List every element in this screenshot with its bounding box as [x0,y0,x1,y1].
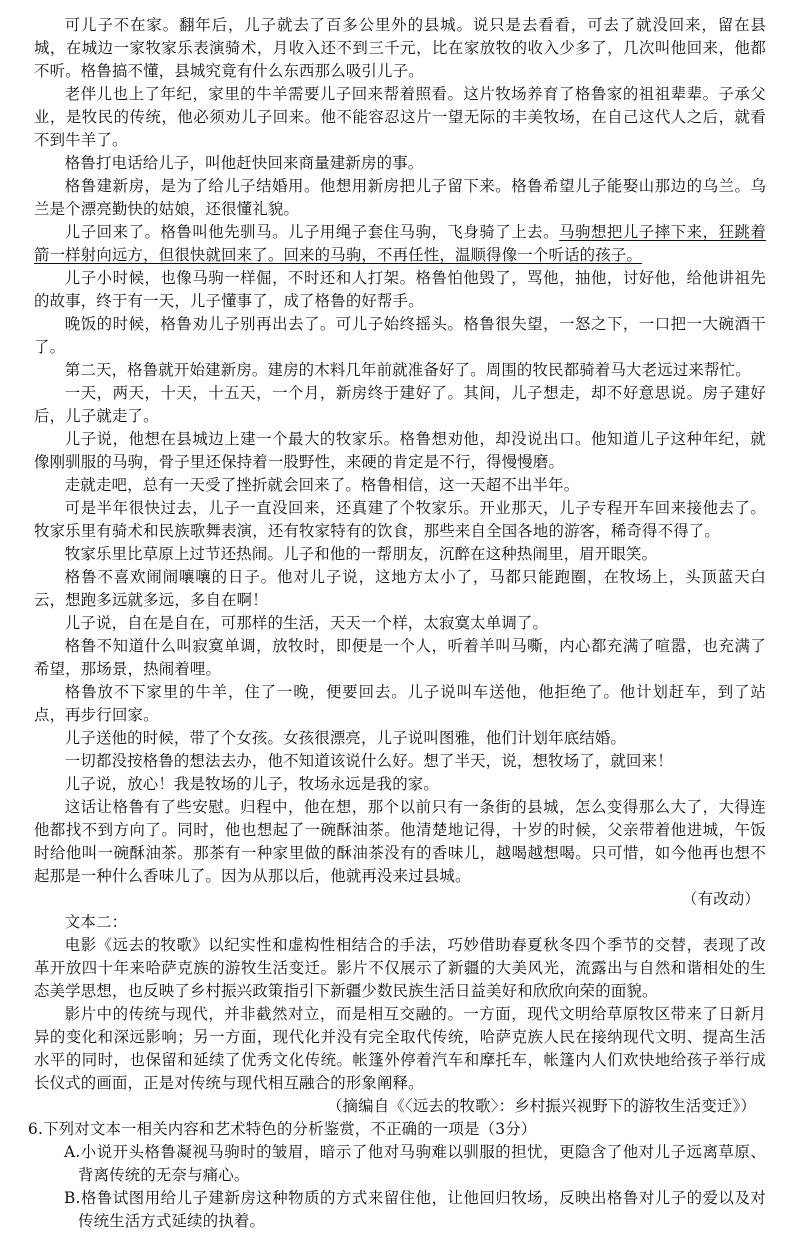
text2-paragraph: 影片中的传统与现代，并非截然对立，而是相互交融的。一方面，现代文明给草原牧区带来了日新月异的变化和深远影响；另一方面，现代化并没有完全取代传统，哈萨克族人民在接纳现代文明、提高生活水平的同时，也保留和延续了优秀文化传统。帐篷外停着汽车和摩托车，帐篷内人们欢快地给孩子举行成长仪式的画面，正是对传统与现代相互融合的形象阐释。 [34,1005,766,1092]
horse-plain-text: 儿子回来了。格鲁叫他先驯马。儿子用绳子套住马驹，飞身骑了上去。 [64,223,560,241]
text1-paragraph: 格鲁放不下家里的牛羊，住了一晚，便要回去。儿子说叫车送他，他拒绝了。他计划赶车，到了站点，再步行回家。 [34,683,766,724]
text1-paragraph: 儿子说，自在是自在，可那样的生活，天天一个样，太寂寞太单调了。 [64,614,549,632]
text1-paragraph: 可是半年很快过去，儿子一直没回来，还真建了个牧家乐。开业那天，儿子专程开车回来接他去了。牧家乐里有骑术和民族歌舞表演，还有牧家特有的饮食，那些来自全国各地的游客，稀奇得不得了。 [34,499,766,540]
option-a-text: A.小说开头格鲁凝视马驹时的皱眉，暗示了他对马驹难以驯服的担忧，更隐含了他对儿子远离草原、背离传统的无奈与痛心。 [64,1143,766,1184]
text1-paragraph: 格鲁不喜欢闹闹嚷嚷的日子。他对儿子说，这地方太小了，马都只能跑圈，在牧场上，头顶蓝天白云，想跑多远就多远，多自在啊！ [34,568,766,609]
adaptation-note: （有改动） [682,890,760,908]
underlined-passage: 马驹想把儿子摔下来，狂跳着箭一样射向远方，但很快就回来了。回来的马驹，不再任性，温顺得像一个听话的孩子。 [34,223,766,264]
text2-paragraph: 电影《远去的牧歌》以纪实性和虚构性相结合的手法，巧妙借助春夏秋冬四个季节的交替，表现了改革开放四十年来哈萨克族的游牧生活变迁。影片不仅展示了新疆的大美风光，流露出与自然和谐相处的生态美学思想，也反映了乡村振兴政策指引下新疆少数民族生活日益美好和欣欣向荣的面貌。 [34,936,766,1000]
option-b-text: B.格鲁试图用给儿子建新房这种物质的方式来留住他，让他回归牧场，反映出格鲁对儿子的爱以及对传统生活方式延续的执着。 [64,1189,766,1230]
text1-paragraph: 格鲁建新房，是为了给儿子结婚用。他想用新房把儿子留下来。格鲁希望儿子能娶山那边的乌兰。乌兰是个漂亮勤快的姑娘，还很懂礼貌。 [34,177,766,218]
text1-paragraph: 牧家乐里比草原上过节还热闹。儿子和他的一帮朋友，沉醉在这种热闹里，眉开眼笑。 [64,545,658,563]
text2-citation: （摘编自《〈远去的牧歌〉：乡村振兴视野下的游牧生活变迁》） [326,1097,756,1115]
text1-paragraph: 一天，两天，十天，十五天，一个月，新房终于建好了。其间，儿子想走，却不好意思说。房子建好后，儿子就走了。 [34,384,766,425]
text1-paragraph: 老伴儿也上了年纪，家里的牛羊需要儿子回来帮着照看。这片牧场养育了格鲁家的祖祖辈辈。子承父业，是牧民的传统，他必须劝儿子回来。他不能容忍这片一望无际的丰美牧场，在自己这代人之后，就看不到牛羊了。 [34,85,766,149]
text1-paragraph: 第二天，格鲁就开始建新房。建房的木料几年前就准备好了。周围的牧民都骑着马大老远过来帮忙。 [64,361,751,379]
text1-paragraph: 儿子说，他想在县城边上建一个最大的牧家乐。格鲁想劝他，却没说出口。他知道儿子这种年纪，就像刚驯服的马驹，骨子里还保持着一股野性，来硬的肯定是不行，得慢慢磨。 [34,430,766,471]
text1-horse-paragraph [34,221,766,267]
text1-paragraph: 格鲁不知道什么叫寂寞单调，放牧时，即便是一个人，听着羊叫马嘶，内心都充满了喧嚣，也充满了希望，那场景，热闹着哩。 [34,637,766,678]
text1-paragraph: 这话让格鲁有了些安慰。归程中，他在想，那个以前只有一条街的县城，怎么变得那么大了，大得连他都找不到方向了。同时，他也想起了一碗酥油茶。他清楚地记得，十岁的时候，父亲带着他进城，午饭时给他叫一碗酥油茶。那茶有一种家里做的酥油茶没有的香味儿，越喝越想喝。只可惜，如今他再也想不起那是一种什么香味儿了。因为从那以后，他就再没来过县城。 [34,798,766,885]
text1-paragraph: 一切都没按格鲁的想法去办，他不知道该说什么好。想了半天，说，想牧场了，就回来！ [64,752,673,770]
text1-paragraph: 儿子小时候，也像马驹一样倔，不时还和人打架。格鲁怕他毁了，骂他，抽他，讨好他，给他讲祖先的故事，终于有一天，儿子懂事了，成了格鲁的好帮手。 [34,269,766,310]
text1-paragraph: 走就走吧，总有一天受了挫折就会回来了。格鲁相信，这一天超不出半年。 [64,476,580,494]
text1-paragraph: 格鲁打电话给儿子，叫他赶快回来商量建新房的事。 [64,154,424,172]
question-stem: 6.下列对文本一相关内容和艺术特色的分析鉴赏，不正确的一项是（3分） [28,1120,537,1138]
text1-paragraph: 可儿子不在家。翻年后，儿子就去了百多公里外的县城。说只是去看看，可去了就没回来，留在县城，在城边一家牧家乐表演骑术，月收入还不到三千元，比在家放牧的收入少多了，几次叫他回来，他都不听。格鲁搞不懂，县城究竟有什么东西那么吸引儿子。 [34,16,766,80]
text1-paragraph: 晚饭的时候，格鲁劝儿子别再出去了。可儿子始终摇头。格鲁很失望，一怒之下，一口把一大碗酒干了。 [34,315,766,356]
text2-label: 文本二： [64,913,128,931]
text1-paragraph: 儿子送他的时候，带了个女孩。女孩很漂亮，儿子说叫图雅，他们计划年底结婚。 [64,729,627,747]
option-b [34,1187,766,1233]
text1-paragraph: 儿子说，放心！我是牧场的儿子，牧场永远是我的家。 [64,775,439,793]
option-a [34,1141,766,1187]
